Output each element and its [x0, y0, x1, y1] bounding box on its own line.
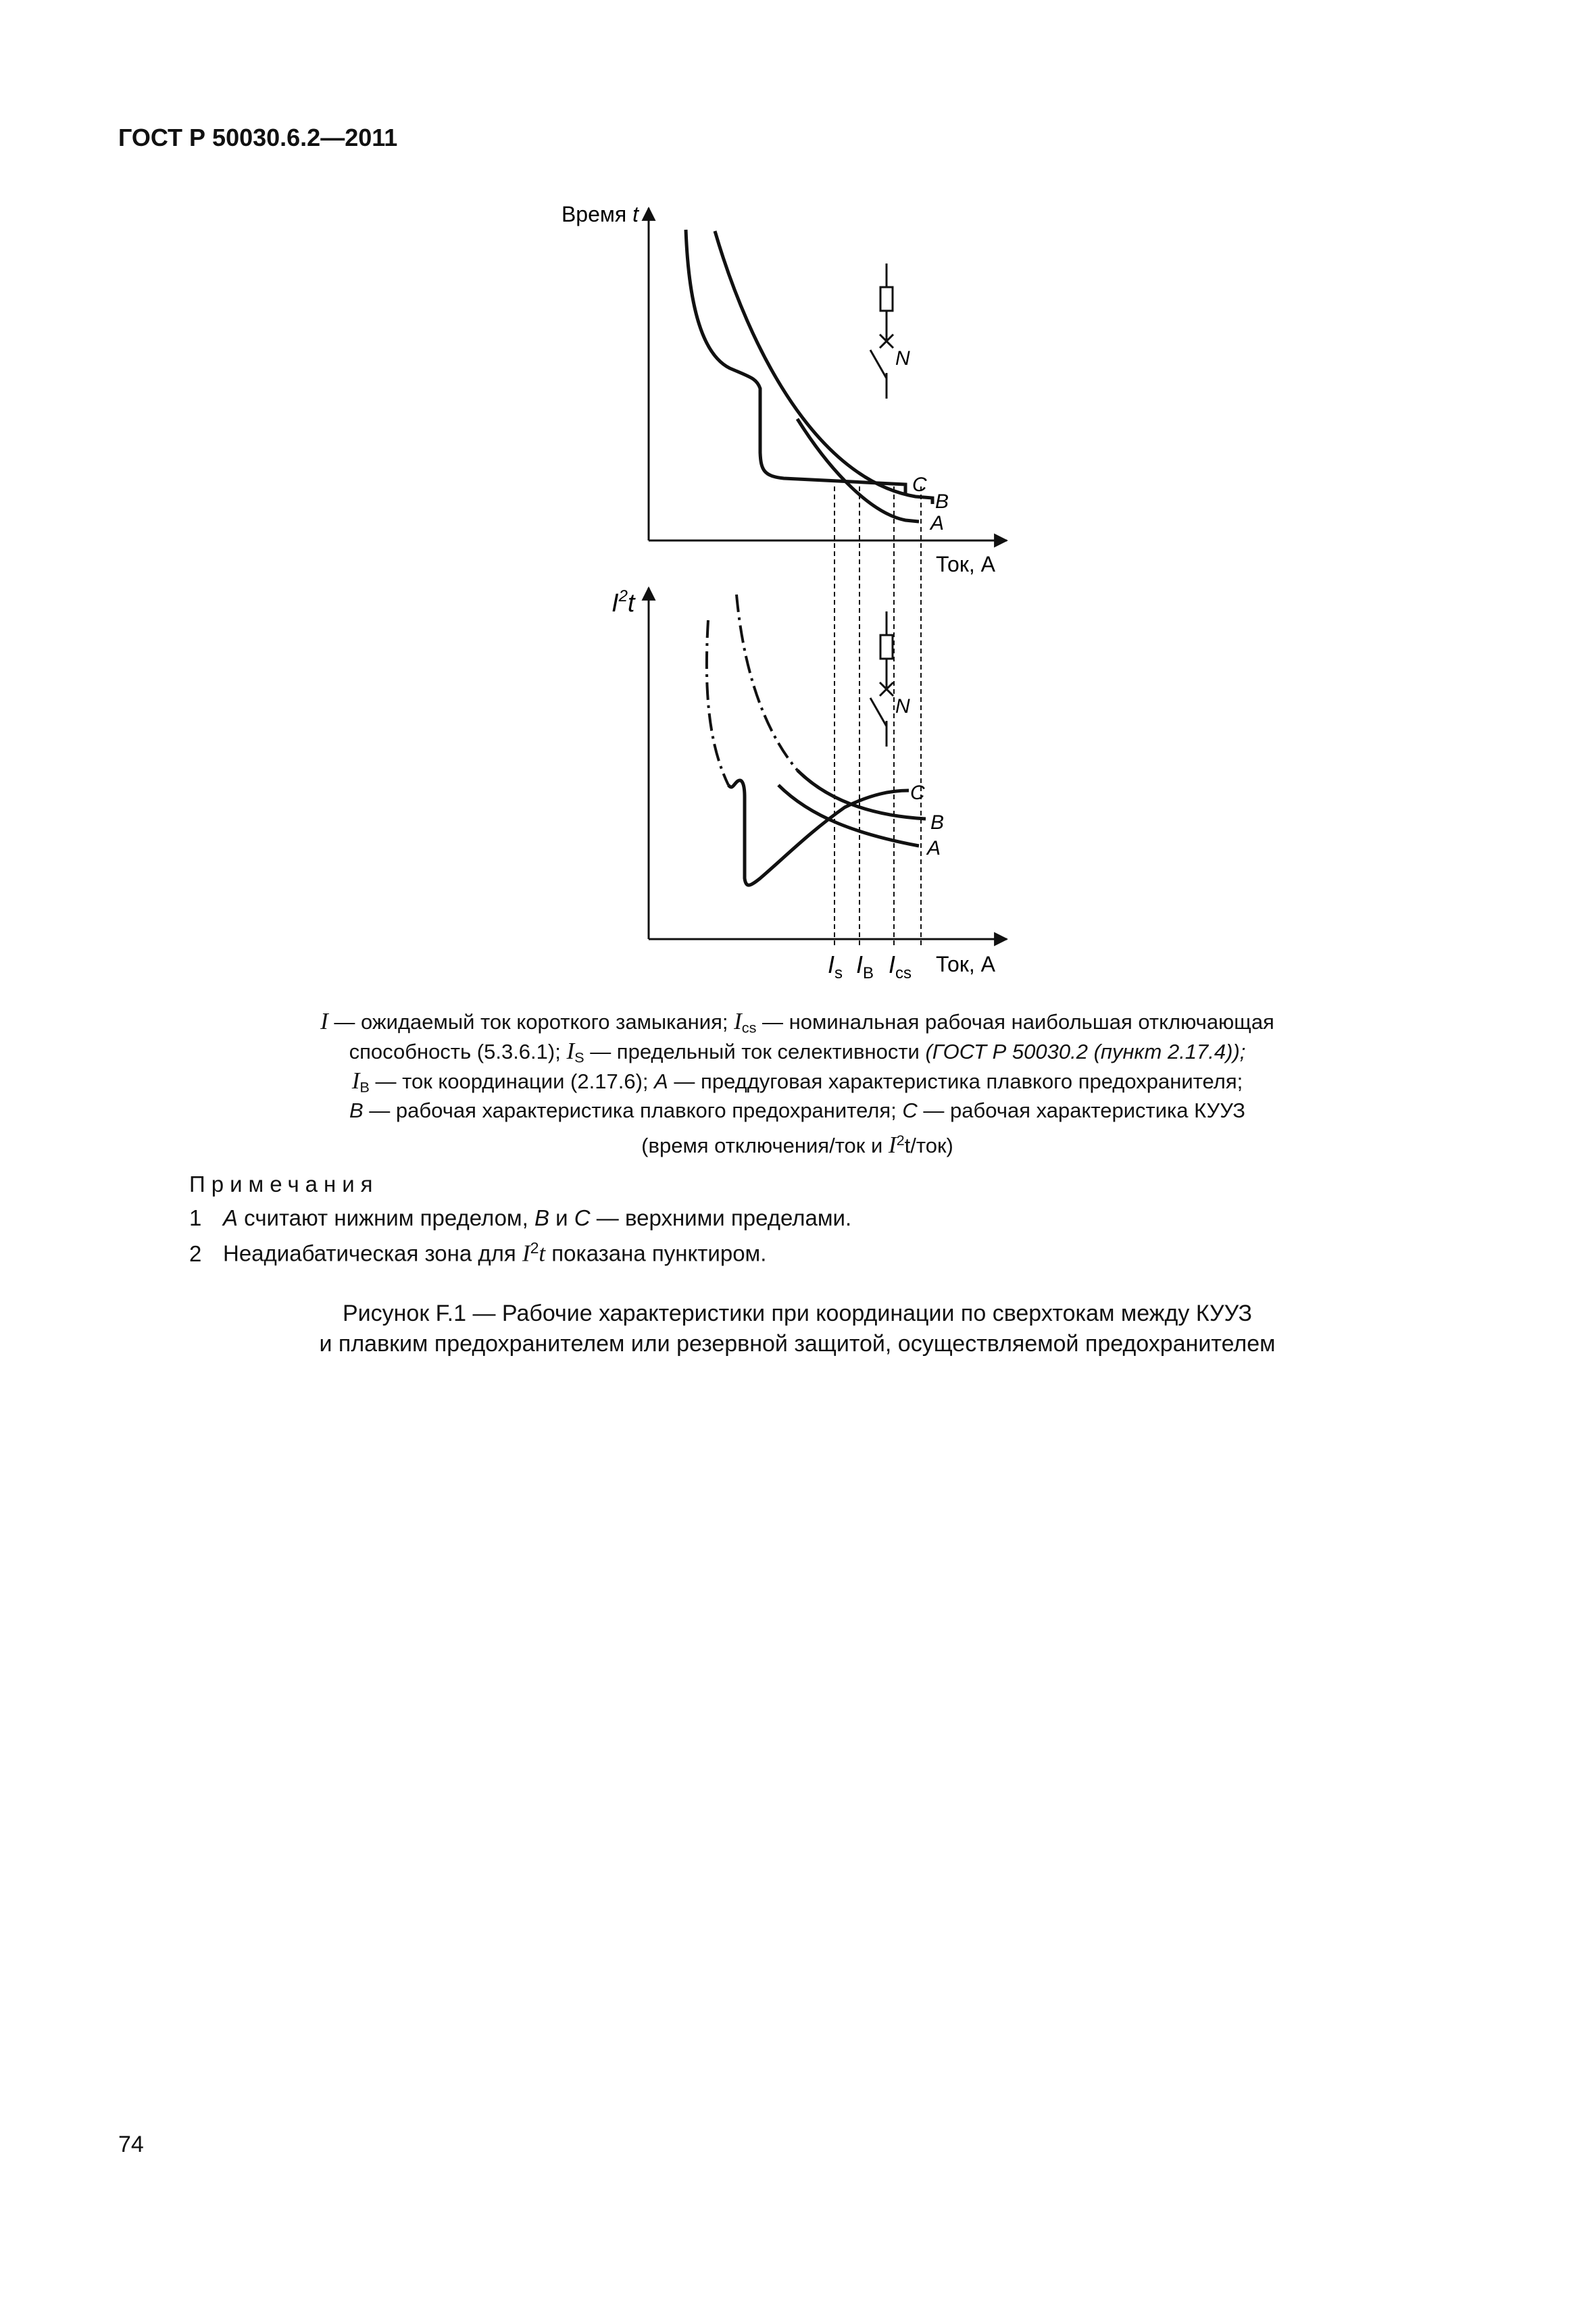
curve-b-non-adiabatic-zone: [737, 595, 797, 770]
top-label-b: B: [935, 491, 949, 513]
page-number: 74: [118, 2132, 144, 2157]
bottom-label-a: A: [927, 837, 941, 859]
mark-is: $I_s$: [828, 951, 843, 982]
standard-header: ГОСТ Р 50030.6.2—2011: [118, 124, 398, 151]
bottom-x-axis-label: Ток, А: [936, 952, 995, 976]
bottom-label-c: C: [910, 782, 925, 804]
figure-title-line-1: Рисунок F.1 — Рабочие характеристики при координации по сверхтокам между КУУЗ: [342, 1301, 1252, 1326]
bottom-chart: [612, 587, 1007, 982]
top-fuse-switch-symbol: [870, 263, 893, 399]
figure-title-line-2: и плавким предохранителем или резервной защитой, осуществляемой предохранителем: [319, 1331, 1276, 1357]
curve-c-non-adiabatic-zone: [707, 620, 728, 785]
top-chart: [562, 202, 1007, 576]
legend-line-4: B — рабочая характеристика плавкого предохранителя; C — рабочая характеристика КУУЗ: [349, 1099, 1245, 1122]
notes-title: Примечания: [189, 1172, 379, 1197]
note-1: 1 A считают нижним пределом, B и C — верхними пределами.: [189, 1205, 852, 1230]
coordination-figure: [527, 196, 1041, 990]
top-label-c: C: [912, 474, 927, 496]
legend-line-3: $I_B$ — ток координации (2.17.6); A — преддуговая характеристика плавкого предохранителя;: [351, 1067, 1243, 1096]
bottom-symbol-label-n: N: [895, 695, 910, 718]
curve-c-operating-kuuz: [728, 780, 909, 885]
legend-line-5: (время отключения/ток и $I^2t/ток$): [641, 1131, 953, 1158]
note-2: 2 Неадиабатическая зона для $I^2t$ показана пунктиром.: [189, 1239, 767, 1267]
mark-ib: $I_B$: [856, 951, 874, 982]
bottom-label-b: B: [930, 811, 945, 834]
top-x-axis-label: Ток, А: [936, 552, 995, 576]
mark-ics: $I_{cs}$: [889, 951, 912, 982]
bottom-fuse-switch-symbol: [870, 611, 893, 747]
top-label-a: A: [930, 512, 945, 534]
legend-line-1: I — ожидаемый ток короткого замыкания; $I_{cs}$ — номинальная рабочая наибольшая отключающая: [320, 1008, 1274, 1036]
curve-c-operating-kuuz: [686, 230, 905, 493]
top-symbol-label-n: N: [895, 347, 910, 370]
legend-line-2: способность (5.3.6.1); $I_S$ — предельный ток селективности (ГОСТ Р 50030.2 (пункт 2.17.4));: [349, 1038, 1246, 1066]
top-y-axis-label: Время t: [561, 202, 639, 226]
bottom-y-axis-label: $I^2t$: [612, 587, 635, 618]
